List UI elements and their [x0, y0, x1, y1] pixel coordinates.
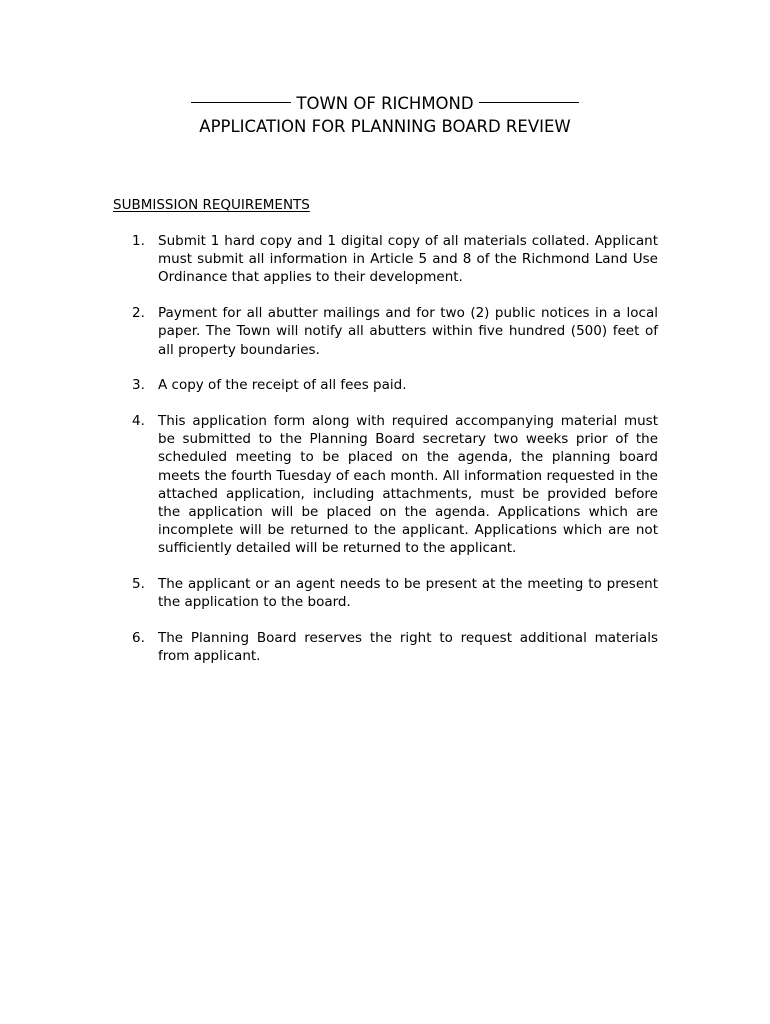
requirement-item	[132, 376, 658, 394]
requirement-number: 2.	[132, 305, 145, 322]
requirement-number: 1.	[132, 233, 145, 249]
requirement-number: 3.	[132, 377, 145, 394]
header-title-row	[0, 93, 770, 115]
header-rule-right	[479, 102, 579, 103]
requirement-text: The Planning Board reserves the right to request additional materials from applicant.	[158, 629, 658, 665]
requirement-text: The applicant or an agent needs to be present at the meeting to present the application to the board.	[158, 576, 658, 611]
requirement-item	[132, 412, 658, 558]
requirements-list	[132, 232, 658, 683]
requirement-item	[132, 304, 658, 359]
requirement-text: This application form along with required accompanying material must be submitted to the Planning Board secretary two weeks prior of the scheduled meeting to be placed on the agenda, the planning board meets the fourth Tuesday of each month. All information requested in the attached application, including attachments, must be provided before the application will be placed on the agenda. Applications which are incomplete will be returned to the applicant. Applications which are not sufficiently detailed will be returned to the applicant.	[158, 412, 658, 557]
requirement-item	[132, 629, 658, 665]
requirement-text: Submit 1 hard copy and 1 digital copy of all materials collated. Applicant must submit all information in Article 5 and 8 of the Richmond Land Use Ordinance that applies to their development.	[158, 233, 658, 286]
requirement-number: 5.	[132, 576, 145, 593]
section-heading: SUBMISSION REQUIREMENTS	[113, 197, 310, 213]
requirement-number: 4.	[132, 412, 145, 429]
requirement-text: A copy of the receipt of all fees paid.	[158, 377, 407, 394]
requirement-number: 6.	[132, 629, 145, 646]
header-rule-left	[191, 102, 291, 103]
requirement-text: Payment for all abutter mailings and for two (2) public notices in a local paper. The Town will notify all abutters within five hundred (500) feet of all property boundaries.	[158, 305, 658, 358]
header-subtitle: APPLICATION FOR PLANNING BOARD REVIEW	[199, 117, 571, 136]
requirement-item	[132, 232, 658, 287]
header-title: TOWN OF RICHMOND	[296, 94, 474, 113]
requirement-item	[132, 575, 658, 611]
